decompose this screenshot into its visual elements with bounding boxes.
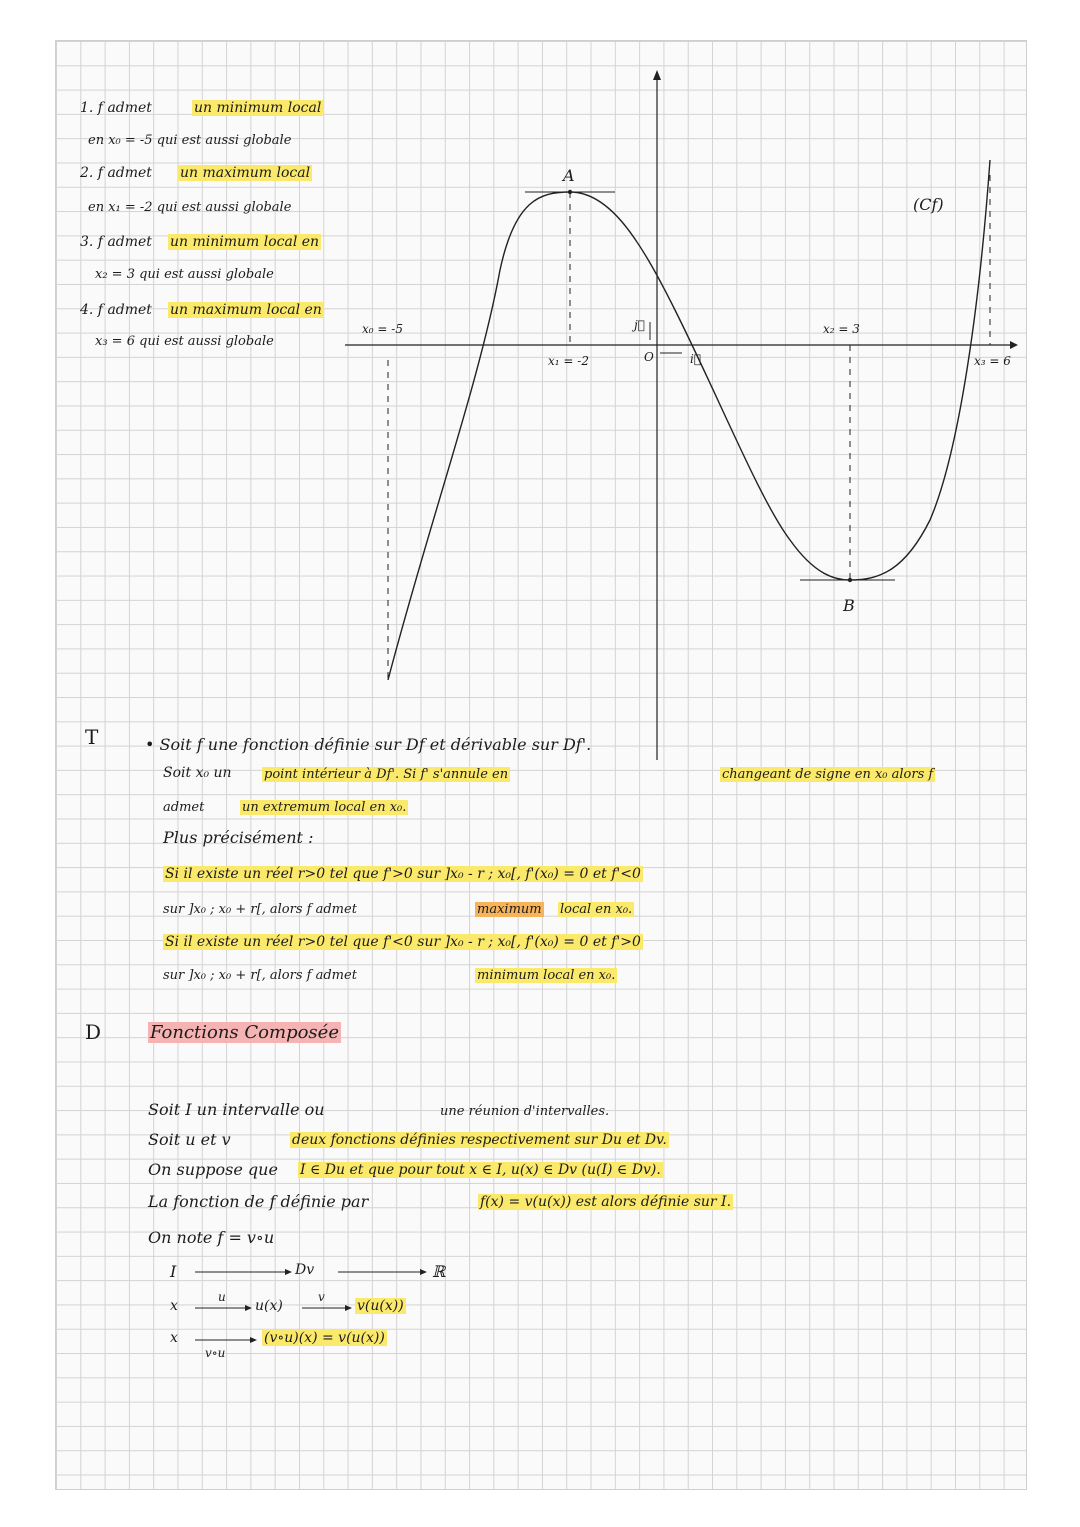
list-4a: 4. f admet xyxy=(80,302,152,318)
comp-row3-vou: v∘u xyxy=(205,1346,226,1360)
composition-title: Fonctions Composée xyxy=(150,1022,339,1043)
list-1b: un minimum local xyxy=(194,100,322,116)
theorem-si2: Si il existe un réel r>0 tel que f'<0 sur ]x₀ - r ; x₀[, f'(x₀) = 0 et f'>0 xyxy=(165,934,641,950)
comp-row2-u: u xyxy=(218,1290,226,1304)
label-i-vector: i⃗ xyxy=(690,352,702,366)
comp-row1-dv: Dv xyxy=(295,1262,315,1278)
theorem-sur2a: sur ]x₀ ; x₀ + r[, alors f admet xyxy=(163,968,357,983)
list-1a: 1. f admet xyxy=(80,100,152,116)
comp-row2-v: v xyxy=(318,1290,325,1304)
point-b xyxy=(848,578,852,582)
theorem-sur1c: local en x₀. xyxy=(560,902,633,917)
list-3c: x₂ = 3 qui est aussi globale xyxy=(95,267,274,282)
theorem-line2a: Soit x₀ un xyxy=(163,765,232,781)
curve-cf xyxy=(388,160,990,680)
label-point-a: A xyxy=(563,166,575,185)
label-point-b: B xyxy=(843,596,855,615)
composition-p5: On note f = v∘u xyxy=(148,1228,275,1247)
list-3b: un minimum local en xyxy=(170,234,320,250)
composition-p4b: f(x) = v(u(x)) est alors définie sur I. xyxy=(480,1194,732,1210)
x-axis-arrow xyxy=(1010,341,1018,349)
comp-row2-ux: u(x) xyxy=(255,1298,283,1314)
comp-row1-r: ℝ xyxy=(432,1262,446,1281)
label-x3: x₃ = 6 xyxy=(974,354,1011,368)
label-x2: x₂ = 3 xyxy=(823,322,860,336)
composition-p2a: Soit u et v xyxy=(148,1130,231,1149)
theorem-si1: Si il existe un réel r>0 tel que f'>0 sur ]x₀ - r ; x₀[, f'(x₀) = 0 et f'<0 xyxy=(165,866,641,882)
theorem-line2c: changeant de signe en x₀ alors f xyxy=(722,767,934,782)
comp-row1-i: I xyxy=(170,1262,177,1281)
theorem-sur2b: minimum local en x₀. xyxy=(477,968,616,983)
y-axis-arrow xyxy=(653,70,661,80)
list-1c: en x₀ = -5 qui est aussi globale xyxy=(88,133,292,148)
label-curve: (Cf) xyxy=(913,195,944,214)
composition-p3b: I ∈ Du et que pour tout x ∈ I, u(x) ∈ Dv (u(I) ∈ Dv). xyxy=(300,1162,661,1178)
list-2a: 2. f admet xyxy=(80,165,152,181)
composition-p1b: une réunion d'intervalles. xyxy=(440,1104,610,1119)
theorem-line2b: point intérieur à Df'. Si f' s'annule en xyxy=(264,767,509,782)
theorem-line3b: un extremum local en x₀. xyxy=(242,800,407,815)
composition-p3a: On suppose que xyxy=(148,1160,278,1179)
label-j-vector: j⃗ xyxy=(634,318,645,332)
label-x0: x₀ = -5 xyxy=(362,322,403,336)
theorem-marker: T xyxy=(85,725,99,749)
comp-row3-result: (v∘u)(x) = v(u(x)) xyxy=(264,1330,385,1346)
label-x1: x₁ = -2 xyxy=(548,354,589,368)
theorem-sur1a: sur ]x₀ ; x₀ + r[, alors f admet xyxy=(163,902,357,917)
theorem-line1: • Soit f une fonction définie sur Df et dérivable sur Df'. xyxy=(145,735,592,754)
theorem-line3a: admet xyxy=(163,800,205,815)
list-4b: un maximum local en xyxy=(170,302,322,318)
comp-row3-x: x xyxy=(170,1330,178,1346)
composition-p1a: Soit I un intervalle ou xyxy=(148,1100,325,1119)
list-3a: 3. f admet xyxy=(80,234,152,250)
composition-marker: D xyxy=(85,1020,102,1044)
composition-p2b: deux fonctions définies respectivement sur Du et Dv. xyxy=(292,1132,667,1148)
list-2c: en x₁ = -2 qui est aussi globale xyxy=(88,200,292,215)
theorem-precise: Plus précisément : xyxy=(163,828,314,847)
label-origin: O xyxy=(644,350,654,364)
comp-row2-x: x xyxy=(170,1298,178,1314)
point-a xyxy=(568,190,572,194)
composition-p4a: La fonction de f définie par xyxy=(148,1192,369,1211)
list-2b: un maximum local xyxy=(180,165,311,181)
comp-row2-vux: v(u(x)) xyxy=(357,1298,404,1314)
theorem-sur1b: maximum xyxy=(477,902,542,917)
list-4c: x₃ = 6 qui est aussi globale xyxy=(95,334,274,349)
